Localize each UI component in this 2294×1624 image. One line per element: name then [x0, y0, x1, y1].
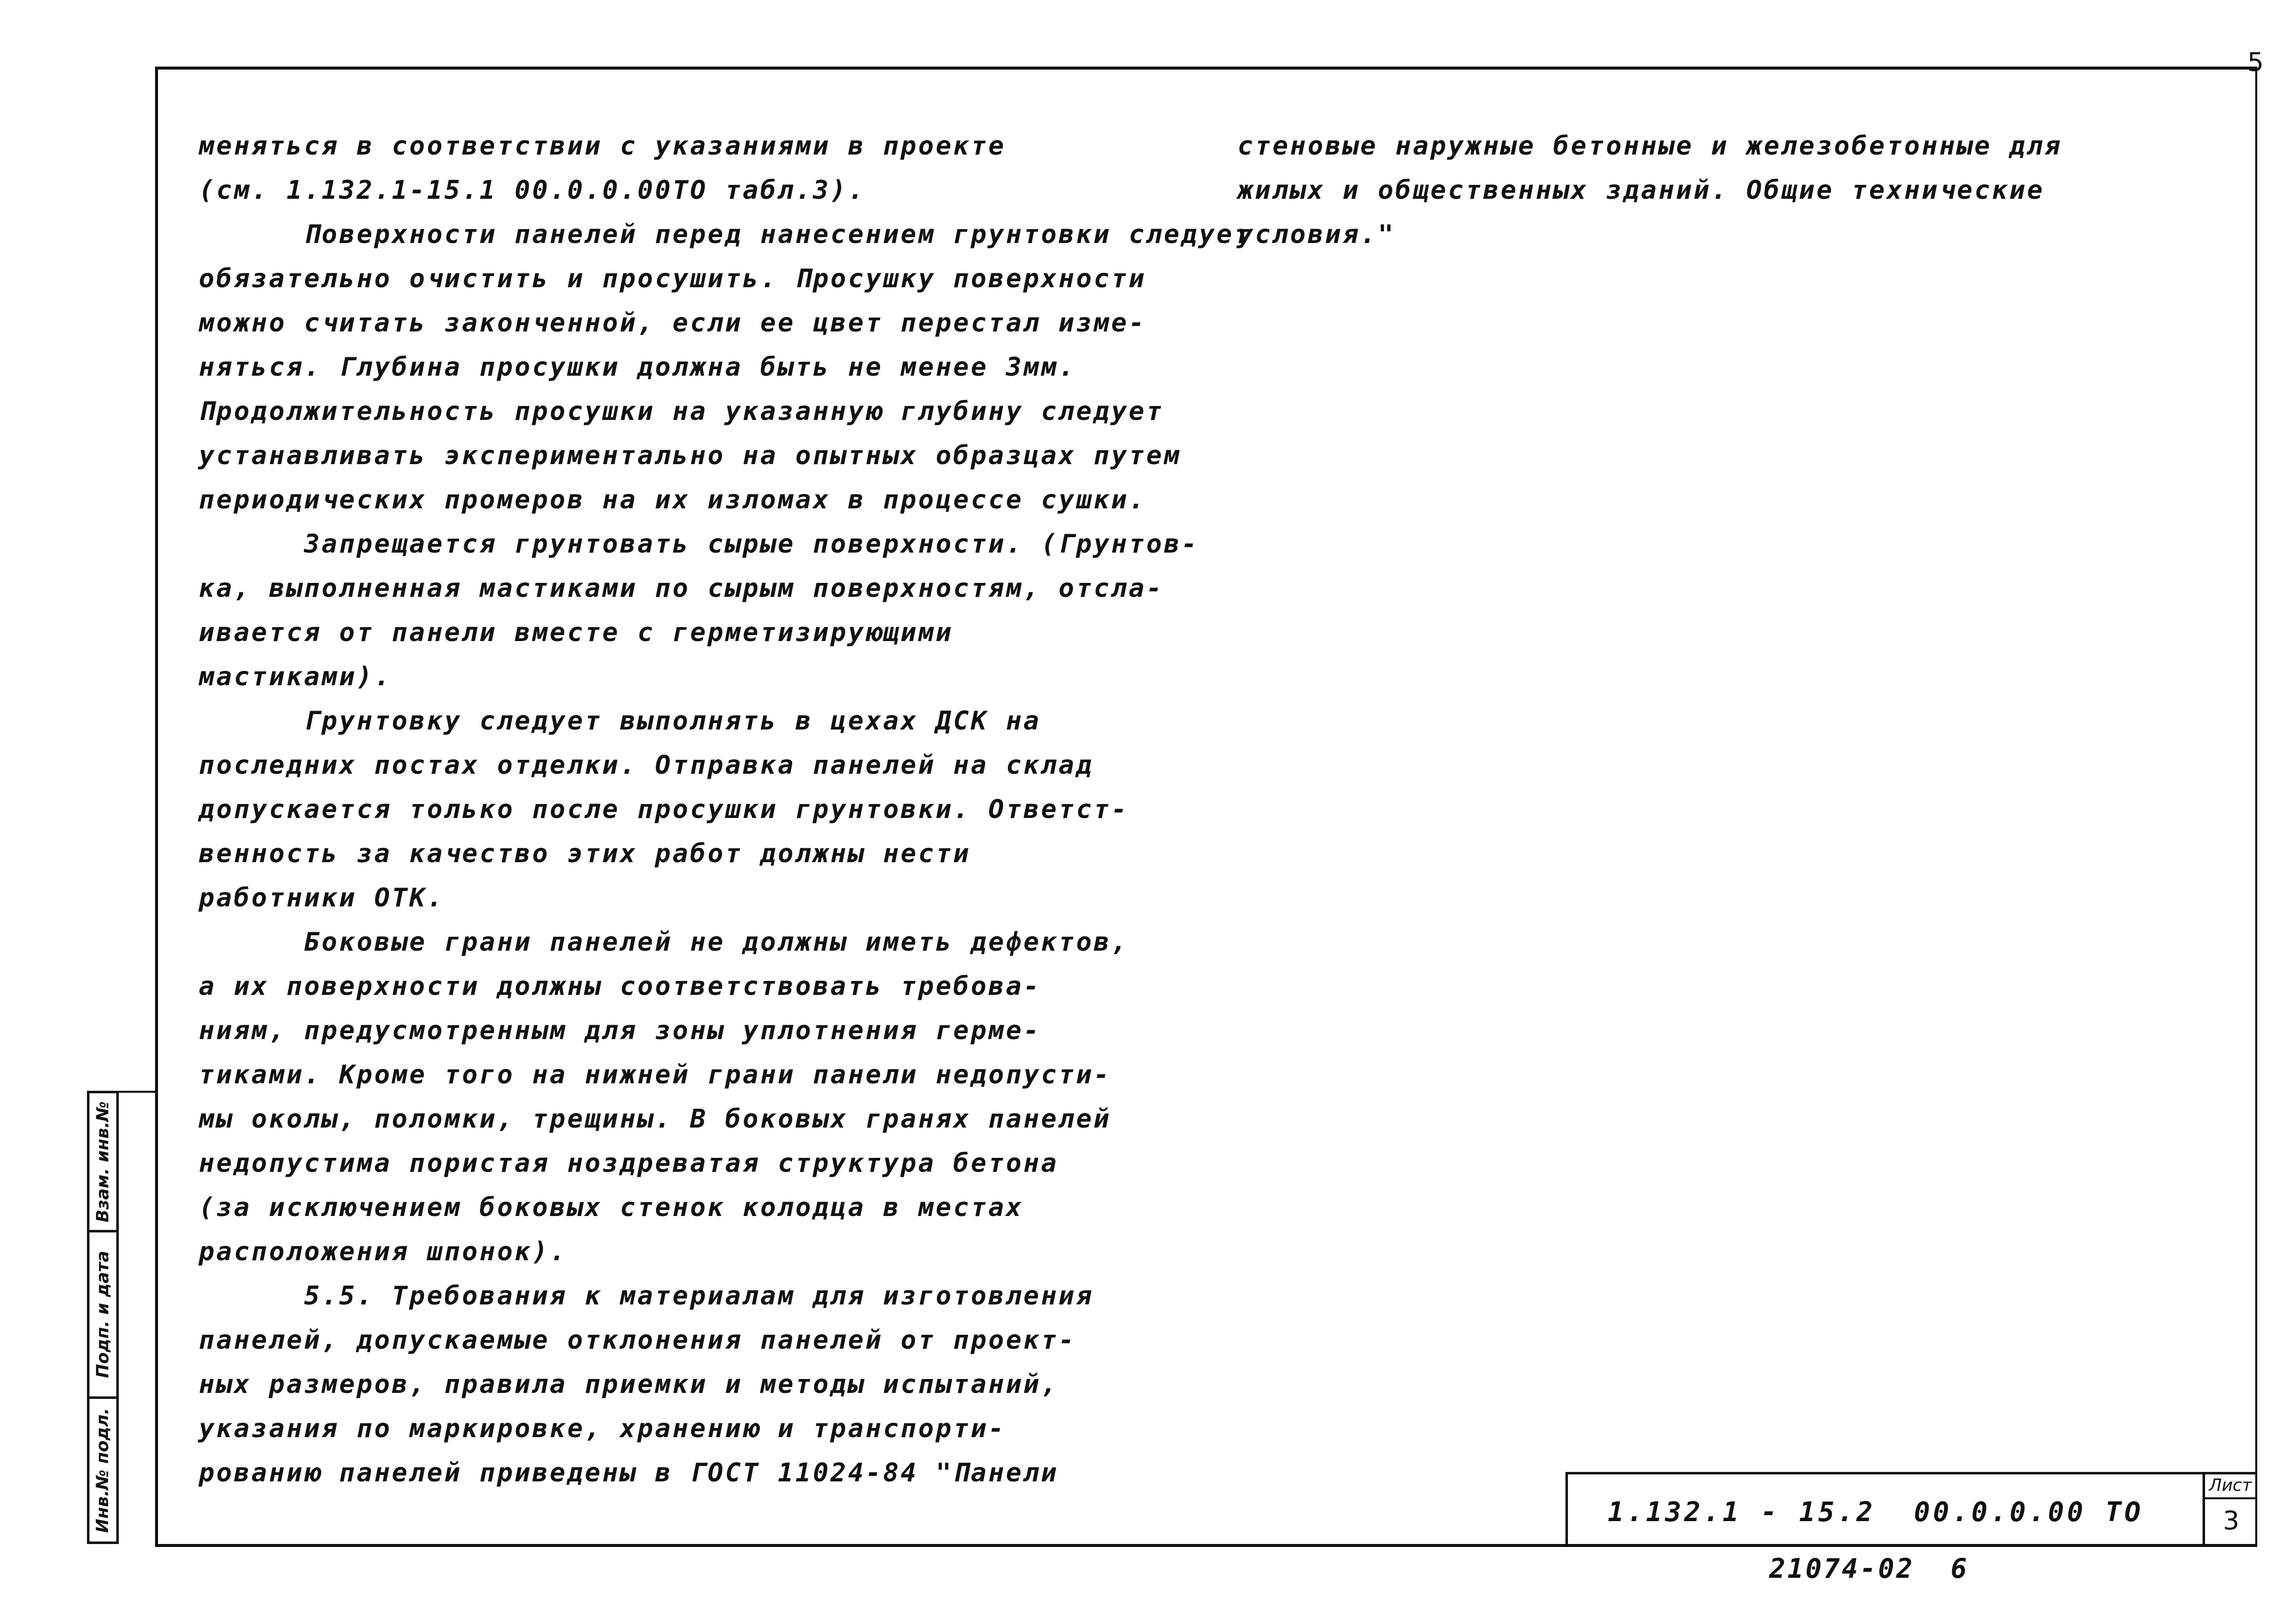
text-line: недопустима пористая ноздреватая структура бетона	[199, 1148, 1059, 1178]
text-line: указания по маркировке, хранению и транспорти-	[199, 1414, 1006, 1444]
text-line: тиками. Кроме того на нижней грани панели недопусти-	[199, 1060, 1111, 1090]
text-line: мастиками).	[199, 662, 392, 692]
text-line: 5.5. Требования к материалам для изготовления	[199, 1281, 1094, 1311]
text-line: мы околы, поломки, трещины. В боковых гранях панелей	[199, 1104, 1111, 1134]
text-line: ниям, предусмотренным для зоны уплотнения герме-	[199, 1016, 1041, 1046]
text-line: меняться в соответствии с указаниями в проекте	[199, 131, 1006, 161]
text-line: обязательно очистить и просушить. Просушку поверхности	[199, 264, 1147, 294]
text-line: ивается от панели вместе с герметизирующими	[199, 618, 954, 648]
text-line: Поверхности панелей перед нанесением грунтовки следует	[199, 220, 1252, 249]
side-stamp-connector	[117, 1091, 155, 1544]
text-line: ка, выполненная мастиками по сырым поверхностям, отсла-	[199, 573, 1164, 603]
text-line: устанавливать экспериментально на опытных образцах путем	[199, 441, 1182, 471]
text-line: рованию панелей приведены в ГОСТ 11024-84 "Панели	[199, 1458, 1059, 1488]
text-column-left	[199, 124, 1252, 1495]
text-line: (за исключением боковых стенок колодца в местах	[199, 1193, 1024, 1222]
text-line: Продолжительность просушки на указанную глубину следует	[199, 397, 1164, 426]
title-block	[1565, 1472, 2207, 1547]
text-line: Грунтовку следует выполнять в цехах ДСК на	[199, 706, 1041, 736]
text-line: условия."	[1237, 220, 1395, 249]
text-line: панелей, допускаемые отклонения панелей от проект-	[199, 1325, 1076, 1355]
text-line: Боковые грани панелей не должны иметь дефектов,	[199, 927, 1129, 957]
text-line: работники ОТК.	[199, 883, 445, 913]
text-line: стеновые наружные бетонные и железобетонные для	[1237, 131, 2062, 161]
side-stamp-cell	[89, 1399, 116, 1542]
side-stamp	[87, 1091, 119, 1544]
text-line: ных размеров, правила приемки и методы испытаний,	[199, 1370, 1059, 1399]
text-line: няться. Глубина просушки должна быть не менее 3мм.	[199, 352, 1076, 382]
sheet-number: 3	[2222, 1506, 2240, 1536]
side-stamp-label: Подп. и дата	[93, 1250, 113, 1379]
text-line: Запрещается грунтовать сырые поверхности. (Грунтов-	[199, 529, 1199, 559]
text-column-right	[1237, 124, 2221, 257]
text-line: жилых и общественных зданий. Общие технические	[1237, 175, 2045, 205]
side-stamp-cell	[89, 1093, 116, 1230]
footer-code: 21074-02 6	[1769, 1553, 1969, 1584]
text-line: допускается только после просушки грунтовки. Ответст-	[199, 795, 1129, 824]
text-line: последних постах отделки. Отправка панелей на склад	[199, 750, 1094, 780]
sheet-divider	[2205, 1497, 2257, 1499]
document-code: 1.132.1 - 15.2 00.0.0.00 ТО	[1608, 1496, 2144, 1528]
text-line: (см. 1.132.1-15.1 00.0.0.00ТО табл.3).	[199, 175, 866, 205]
sheet-box	[2203, 1472, 2257, 1547]
page-number: 5	[2247, 48, 2264, 78]
side-stamp-label: Взам. инв.№	[93, 1101, 113, 1222]
text-line: венность за качество этих работ должны нести	[199, 839, 971, 869]
side-stamp-cell	[89, 1232, 116, 1396]
text-line: расположения шпонок).	[199, 1237, 568, 1267]
text-line: периодических промеров на их изломах в процессе сушки.	[199, 485, 1147, 515]
sheet-label: Лист	[2209, 1475, 2252, 1495]
side-stamp-label: Инв.№ подл.	[93, 1407, 113, 1533]
text-line: можно считать законченной, если ее цвет перестал изме-	[199, 308, 1147, 338]
text-line: а их поверхности должны соответствовать требова-	[199, 972, 1041, 1001]
